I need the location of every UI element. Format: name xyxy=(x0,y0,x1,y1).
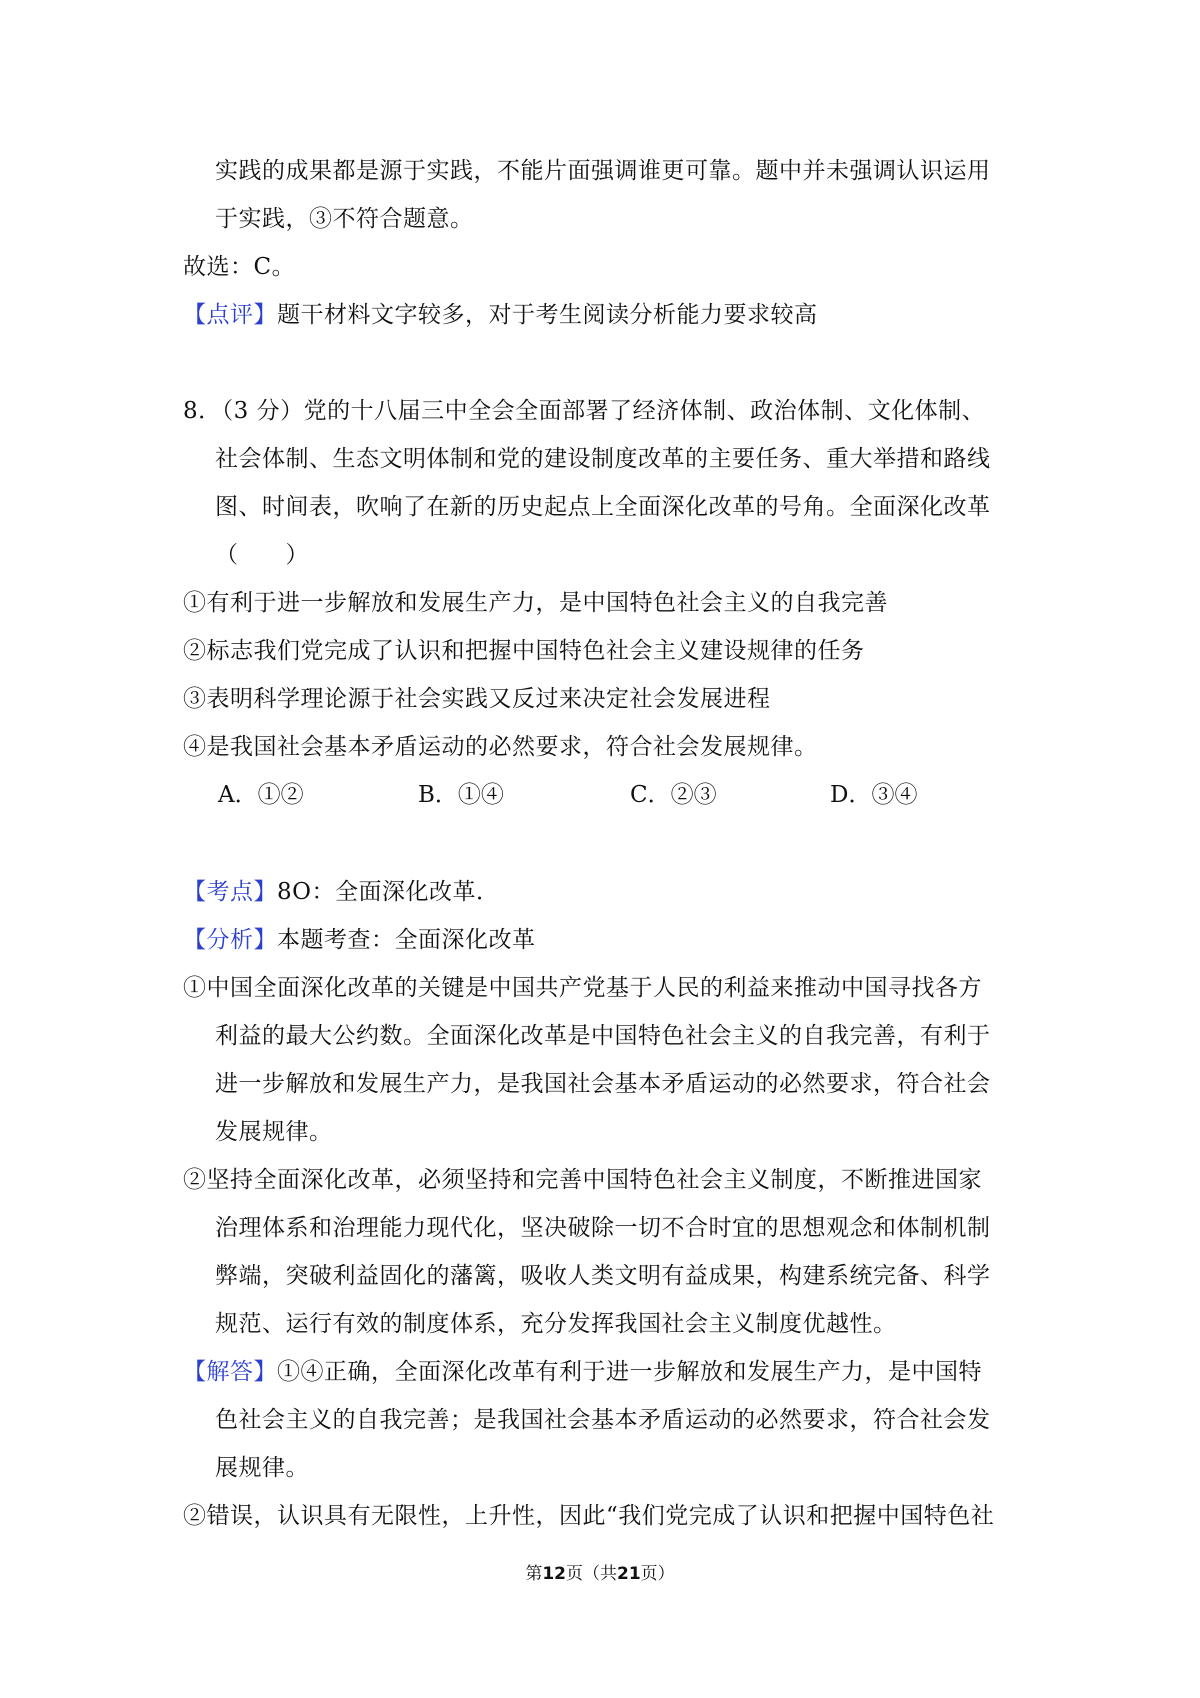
fenxi-p2-line-1: ②坚持全面深化改革，必须坚持和完善中国特色社会主义制度，不断推进国家 xyxy=(183,1167,982,1193)
jieda-line-4: ②错误，认识具有无限性，上升性，因此“我们党完成了认识和把握中国特色社 xyxy=(183,1503,995,1529)
fenxi-p2-line-2: 治理体系和治理能力现代化，坚决破除一切不合时宜的思想观念和体制机制 xyxy=(215,1215,991,1241)
option-d: D．③④ xyxy=(830,782,918,808)
kaodian-tag: 【考点】 xyxy=(183,879,277,905)
fenxi-p2-line-4: 规范、运行有效的制度体系，充分发挥我国社会主义制度优越性。 xyxy=(215,1311,897,1337)
statement-4: ④是我国社会基本矛盾运动的必然要求，符合社会发展规律。 xyxy=(183,734,818,760)
footer-page-number: 12 xyxy=(542,1564,566,1584)
statement-2: ②标志我们党完成了认识和把握中国特色社会主义建设规律的任务 xyxy=(183,638,865,664)
prev-review xyxy=(183,300,818,330)
page-footer xyxy=(0,1563,1200,1585)
prev-answer: 故选：C。 xyxy=(183,254,296,280)
prev-analysis-line-2: 于实践，③不符合题意。 xyxy=(215,206,474,232)
prev-analysis-line-1: 实践的成果都是源于实践，不能片面强调谁更可靠。题中并未强调认识运用 xyxy=(215,158,991,184)
jieda-line-2: 色社会主义的自我完善；是我国社会基本矛盾运动的必然要求，符合社会发 xyxy=(215,1407,991,1433)
option-c: C．②③ xyxy=(630,782,717,808)
option-b: B．①④ xyxy=(418,782,504,808)
jieda-line-1: ①④正确，全面深化改革有利于进一步解放和发展生产力，是中国特 xyxy=(277,1359,982,1385)
jieda xyxy=(183,1357,982,1387)
fenxi-tag: 【分析】 xyxy=(183,927,277,953)
jieda-line-3: 展规律。 xyxy=(215,1455,309,1481)
fenxi-p1-line-4: 发展规律。 xyxy=(215,1119,333,1145)
statement-1: ①有利于进一步解放和发展生产力，是中国特色社会主义的自我完善 xyxy=(183,590,888,616)
review-tag: 【点评】 xyxy=(183,302,277,328)
fenxi-p1-line-2: 利益的最大公约数。全面深化改革是中国特色社会主义的自我完善，有利于 xyxy=(215,1023,991,1049)
review-text: 题干材料文字较多，对于考生阅读分析能力要求较高 xyxy=(277,302,818,328)
fenxi-p2-line-3: 弊端，突破利益固化的藩篱，吸收人类文明有益成果，构建系统完备、科学 xyxy=(215,1263,991,1289)
footer-total-pages: 21 xyxy=(617,1564,641,1584)
fenxi xyxy=(183,925,536,955)
fenxi-p1-line-1: ①中国全面深化改革的关键是中国共产党基于人民的利益来推动中国寻找各方 xyxy=(183,975,982,1001)
question-line-1: 8．（3 分）党的十八届三中全会全面部署了经济体制、政治体制、文化体制、 xyxy=(183,398,986,424)
question-line-3: 图、时间表，吹响了在新的历史起点上全面深化改革的号角。全面深化改革 xyxy=(215,494,991,520)
kaodian-text: 8O：全面深化改革． xyxy=(277,879,500,905)
kaodian xyxy=(183,877,500,907)
fenxi-p1-line-3: 进一步解放和发展生产力，是我国社会基本矛盾运动的必然要求，符合社会 xyxy=(215,1071,991,1097)
option-a: A．①② xyxy=(218,782,304,808)
footer-pre: 第 xyxy=(525,1564,543,1584)
statement-3: ③表明科学理论源于社会实践又反过来决定社会发展进程 xyxy=(183,686,771,712)
footer-post: 页） xyxy=(640,1564,675,1584)
jieda-tag: 【解答】 xyxy=(183,1359,277,1385)
question-line-2: 社会体制、生态文明体制和党的建设制度改革的主要任务、重大举措和路线 xyxy=(215,446,991,472)
question-line-4: （ ） xyxy=(215,542,309,568)
fenxi-text: 本题考查：全面深化改革 xyxy=(277,927,536,953)
footer-mid: 页（共 xyxy=(566,1564,617,1584)
